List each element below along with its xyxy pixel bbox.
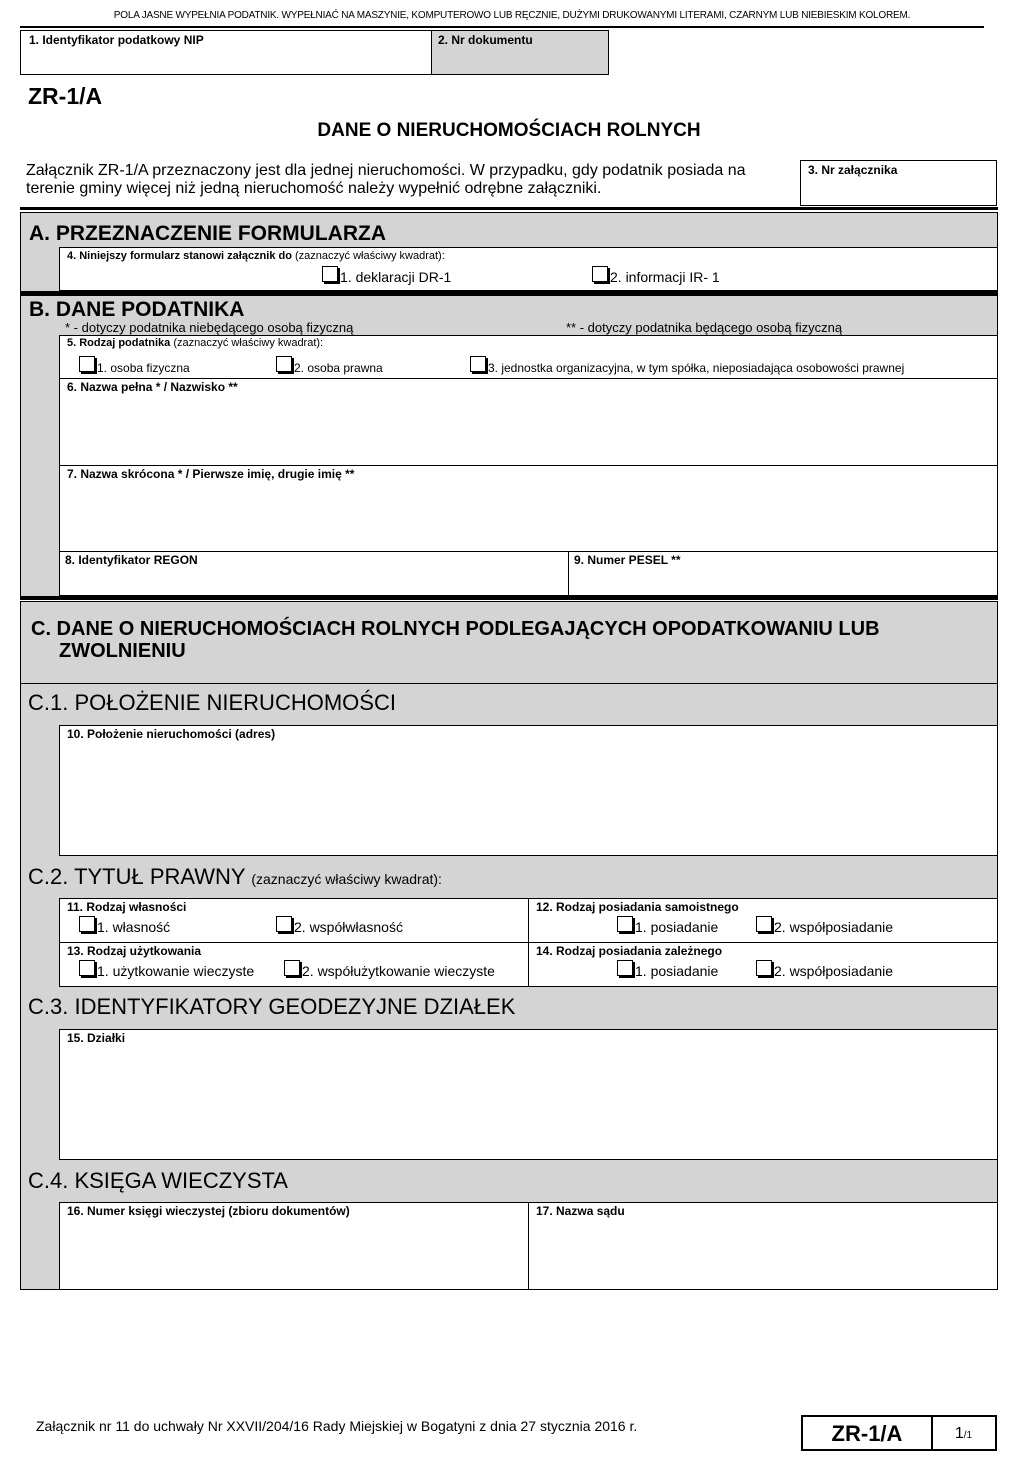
- section-c-divider: [20, 683, 998, 684]
- section-c-rule: [20, 597, 998, 600]
- field-6-full-name[interactable]: [59, 378, 998, 466]
- option-information-ir1[interactable]: 2. informacji IR- 1: [592, 266, 720, 285]
- field-5: [59, 335, 998, 379]
- field-10-label: 10. Położenie nieruchomości (adres): [67, 727, 276, 741]
- checkbox-icon[interactable]: [276, 916, 292, 932]
- section-c-title-line-1: C. DANE O NIERUCHOMOŚCIACH ROLNYCH PODLEGAJĄCYCH OPODATKOWANIU LUB: [31, 618, 880, 640]
- note-natural-person: ** - dotyczy podatnika będącego osobą fizyczną: [566, 320, 843, 335]
- field-9-label: 9. Numer PESEL **: [574, 553, 681, 567]
- footer-code: ZR-1/A: [831, 1421, 903, 1446]
- footer-text: Załącznik nr 11 do uchwały Nr XXVII/204/16 Rady Miejskiej w Bogatyni z dnia 27 stycznia 2016 r.: [36, 1418, 638, 1434]
- option-dependent-possession[interactable]: 1. posiadanie: [617, 960, 718, 979]
- field-12: [528, 898, 998, 943]
- c3-title: C.3. IDENTYFIKATORY GEODEZYJNE DZIAŁEK: [28, 994, 516, 1019]
- section-b-title: B. DANE PODATNIKA: [29, 298, 245, 321]
- field-16-land-register[interactable]: [59, 1202, 529, 1290]
- c1-title: C.1. POŁOŻENIE NIERUCHOMOŚCI: [28, 690, 396, 715]
- option-possession[interactable]: 1. posiadanie: [617, 916, 718, 935]
- checkbox-icon[interactable]: [617, 960, 633, 976]
- field-13-label: 13. Rodzaj użytkowania: [67, 944, 202, 958]
- option-legal-person[interactable]: 2. osoba prawna: [276, 356, 383, 375]
- checkbox-icon[interactable]: [79, 356, 95, 372]
- field-7-label: 7. Nazwa skrócona * / Pierwsze imię, drugie imię **: [67, 467, 355, 481]
- field-12-label: 12. Rodzaj posiadania samoistnego: [536, 900, 739, 914]
- option-co-ownership[interactable]: 2. współwłasność: [276, 916, 403, 935]
- checkbox-icon[interactable]: [756, 960, 772, 976]
- checkbox-icon[interactable]: [470, 356, 486, 372]
- document-number-label: 2. Nr dokumentu: [438, 33, 533, 47]
- field-8-label: 8. Identyfikator REGON: [65, 553, 198, 567]
- form-title: DANE O NIERUCHOMOŚCIACH ROLNYCH: [317, 120, 701, 141]
- field-5-label: 5. Rodzaj podatnika (zaznaczyć właściwy kwadrat):: [67, 337, 324, 349]
- field-16-label: 16. Numer księgi wieczystej (zbioru dokumentów): [67, 1204, 350, 1218]
- field-4: [59, 247, 998, 291]
- page-total: /1: [963, 1430, 973, 1441]
- intro-text: [26, 162, 745, 198]
- footer-page-box: [931, 1415, 997, 1451]
- field-15-label: 15. Działki: [67, 1031, 126, 1045]
- section-c-title-line-2: ZWOLNIENIU: [59, 640, 186, 662]
- field-10-location[interactable]: [59, 725, 998, 856]
- field-11-label: 11. Rodzaj własności: [67, 900, 187, 914]
- page-number: 1: [954, 1425, 964, 1442]
- field-7-short-name[interactable]: [59, 465, 998, 552]
- checkbox-icon[interactable]: [276, 356, 292, 372]
- field-4-label: 4. Niniejszy formularz stanowi załącznik do (zaznaczyć właściwy kwadrat):: [67, 250, 445, 262]
- nip-field[interactable]: [20, 30, 432, 75]
- option-dependent-co-possession[interactable]: 2. współposiadanie: [756, 960, 893, 979]
- option-co-perpetual-usufruct[interactable]: 2. współużytkowanie wieczyste: [284, 960, 495, 979]
- field-11: [59, 898, 529, 943]
- section-a-rule: [20, 207, 998, 210]
- field-17-court-name[interactable]: [528, 1202, 998, 1290]
- field-15-plots[interactable]: [59, 1029, 998, 1160]
- option-declaration-dr1[interactable]: 1. deklaracji DR-1: [322, 266, 451, 285]
- checkbox-icon[interactable]: [617, 916, 633, 932]
- note-non-natural-person: * - dotyczy podatnika niebędącego osobą fizyczną: [65, 320, 354, 335]
- c4-title: C.4. KSIĘGA WIECZYSTA: [28, 1168, 288, 1193]
- section-c-title: [31, 618, 880, 662]
- document-number-field: [431, 30, 609, 75]
- field-14-label: 14. Rodzaj posiadania zależnego: [536, 944, 723, 958]
- c2-title: C.2. TYTUŁ PRAWNY (zaznaczyć właściwy kwadrat):: [28, 864, 442, 889]
- top-rule: [20, 26, 984, 28]
- checkbox-icon[interactable]: [79, 916, 95, 932]
- attachment-number-label: 3. Nr załącznika: [808, 163, 898, 177]
- field-6-label: 6. Nazwa pełna * / Nazwisko **: [67, 380, 238, 394]
- option-natural-person[interactable]: 1. osoba fizyczna: [79, 356, 190, 375]
- field-8-regon[interactable]: [59, 551, 569, 596]
- field-14: [528, 942, 998, 987]
- checkbox-icon[interactable]: [756, 916, 772, 932]
- field-17-label: 17. Nazwa sądu: [536, 1204, 625, 1218]
- option-ownership[interactable]: 1. własność: [79, 916, 170, 935]
- footer-code-box: [801, 1415, 933, 1451]
- intro-line-2: terenie gminy więcej niż jedną nieruchomość należy wypełnić odrębne załączniki.: [26, 180, 602, 197]
- form-code: ZR-1/A: [28, 83, 103, 109]
- top-note: POLA JASNE WYPEŁNIA PODATNIK. WYPEŁNIAĆ NA MASZYNIE, KOMPUTEROWO LUB RĘCZNIE, DUŻYMI DRUKOWANYMI LITERAMI, CZARNYM LUB NIEBIESKIM KOLOREM.: [113, 10, 911, 21]
- field-13: [59, 942, 529, 987]
- checkbox-icon[interactable]: [322, 266, 338, 282]
- intro-line-1: Załącznik ZR-1/A przeznaczony jest dla jednej nieruchomości. W przypadku, gdy podatnik posiada na: [26, 162, 746, 179]
- nip-label: 1. Identyfikator podatkowy NIP: [29, 33, 204, 47]
- option-perpetual-usufruct[interactable]: 1. użytkowanie wieczyste: [79, 960, 254, 979]
- attachment-number-field[interactable]: [800, 160, 997, 206]
- option-organizational-unit[interactable]: 3. jednostka organizacyjna, w tym spółka, nieposiadająca osobowości prawnej: [470, 356, 904, 375]
- checkbox-icon[interactable]: [79, 960, 95, 976]
- section-a-title: A. PRZEZNACZENIE FORMULARZA: [29, 222, 386, 245]
- field-9-pesel[interactable]: [568, 551, 998, 596]
- checkbox-icon[interactable]: [284, 960, 300, 976]
- checkbox-icon[interactable]: [592, 266, 608, 282]
- option-co-possession[interactable]: 2. współposiadanie: [756, 916, 893, 935]
